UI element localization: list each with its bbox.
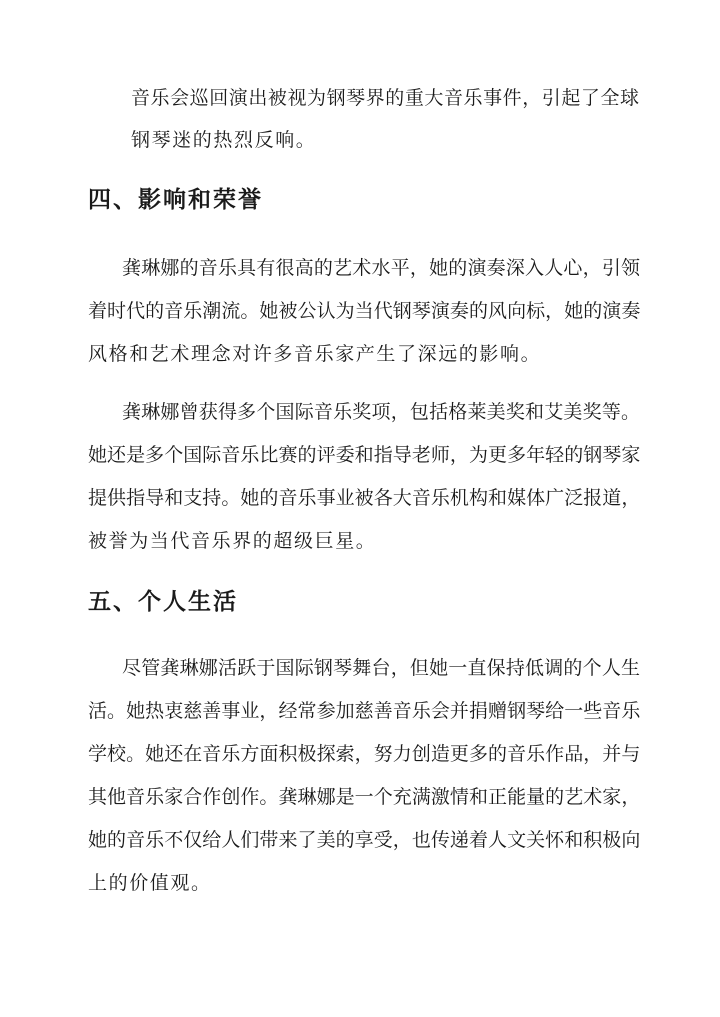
section-heading-influence-honors: 四、影响和荣誉 <box>88 186 263 213</box>
paragraph-line: 其他音乐家合作创作。龚琳娜是一个充满激情和正能量的艺术家， <box>88 786 641 808</box>
paragraph-line: 活。她热衷慈善事业，经常参加慈善音乐会并捐赠钢琴给一些音乐 <box>88 700 641 722</box>
paragraph-line: 提供指导和支持。她的音乐事业被各大音乐机构和媒体广泛报道， <box>88 487 641 509</box>
paragraph-line: 龚琳娜的音乐具有很高的艺术水平，她的演奏深入人心，引领 <box>122 257 641 279</box>
continuation-line-2: 钢琴迷的热烈反响。 <box>131 129 317 151</box>
paragraph-line: 风格和艺术理念对许多音乐家产生了深远的影响。 <box>88 343 542 365</box>
paragraph-line: 被誉为当代音乐界的超级巨星。 <box>88 530 377 552</box>
paragraph-line: 她的音乐不仅给人们带来了美的享受，也传递着人文关怀和积极向 <box>88 829 641 851</box>
continuation-line-1: 音乐会巡回演出被视为钢琴界的重大音乐事件，引起了全球 <box>131 87 640 109</box>
paragraph-line: 尽管龚琳娜活跃于国际钢琴舞台，但她一直保持低调的个人生 <box>122 657 641 679</box>
paragraph-line: 她还是多个国际音乐比赛的评委和指导老师，为更多年轻的钢琴家 <box>88 444 641 466</box>
paragraph-line: 学校。她还在音乐方面积极探索，努力创造更多的音乐作品，并与 <box>88 743 641 765</box>
paragraph-line: 龚琳娜曾获得多个国际音乐奖项，包括格莱美奖和艾美奖等。 <box>122 401 641 423</box>
paragraph-line: 上的价值观。 <box>88 872 212 894</box>
paragraph-line: 着时代的音乐潮流。她被公认为当代钢琴演奏的风向标，她的演奏 <box>88 300 641 322</box>
section-heading-personal-life: 五、个人生活 <box>88 588 238 615</box>
